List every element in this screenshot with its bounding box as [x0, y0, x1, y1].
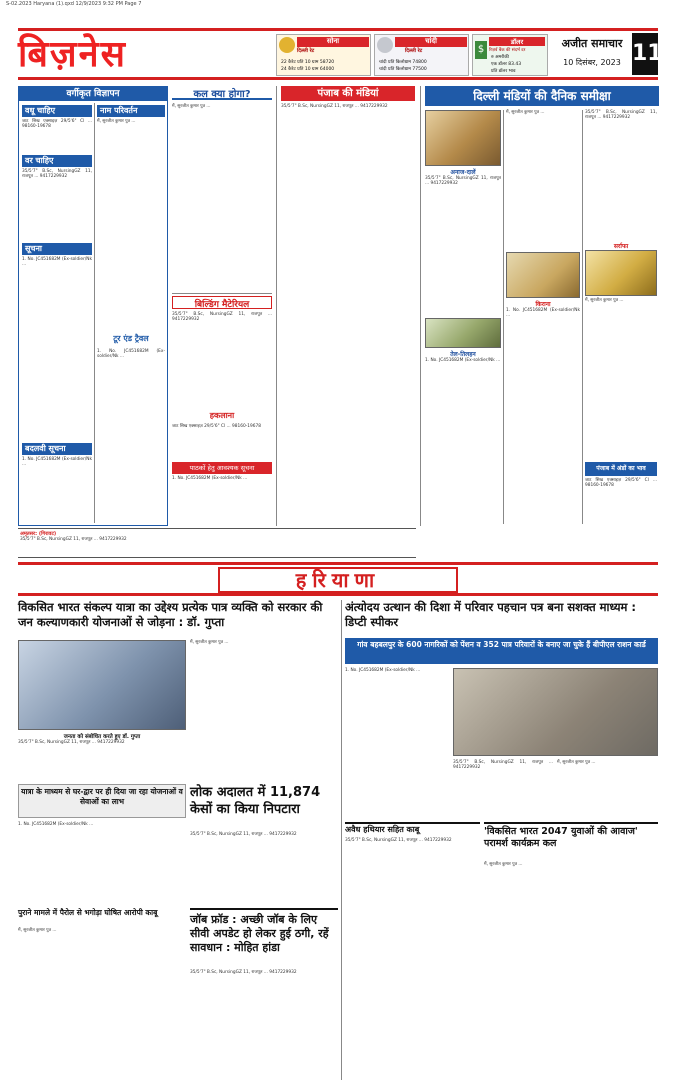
kirana-body: 1. No. JC451682M (Ex-soldier/Nk ...: [506, 308, 580, 319]
story1-headline: विकसित भारत संकल्प यात्रा का उद्देश्य प्रत्येक पात्र व्यक्ति को सरकार की जन कल्याणकारी योजनाओं से जोड़ना : डॉ. गुप्ता: [18, 600, 323, 629]
gold-line-2: 24 कैरेट प्रति 10 ग्राम 64000: [281, 67, 335, 72]
gold-coin-icon: [279, 37, 295, 53]
paper-name: अजीत समाचार: [561, 37, 623, 50]
story4-headline-box: [18, 784, 186, 818]
page-number: 11: [632, 33, 658, 75]
story6-headline: पुराने मामले में पैरोल से भगोड़ा घोषित आरोपी काबू: [18, 908, 158, 917]
punjab-mandi-body: 35/5'7" B.Sc, NursingGZ 11, राजपूत ... 9417229932: [281, 104, 388, 109]
story8-headline-box: [484, 822, 658, 860]
story5-headline: जॉब फ्रॉड : अच्छी जॉब के लिए सीवी अपडेट हो लेकर हुई ठगी, रहें सावधान : मोहित हांडा: [190, 913, 329, 954]
bullion-body: मैं, सुरजीत कुमार पुत्र ...: [585, 298, 624, 303]
name-change-heading: नाम परिवर्तन: [97, 105, 165, 117]
gold-rate-box: [276, 34, 371, 76]
silver-coin-icon: [377, 37, 393, 53]
haryana-band: [18, 562, 658, 596]
dollar-rate-box: [472, 34, 548, 76]
gold-label: सोना: [297, 37, 369, 47]
story7-body: 35/5'7" B.Sc, NursingGZ 11, राजपूत ... 9417229932: [345, 838, 452, 843]
oilseed-photo: [425, 318, 501, 348]
what-tomorrow-title: कल क्या होगा?: [172, 86, 272, 100]
classifieds-column: [18, 86, 168, 526]
story1-caption: जनता को संबोधित करते हुए डॉ. गुप्ता: [63, 734, 141, 740]
dollar-label: डॉलर: [489, 37, 545, 46]
delhi-right-body: 35/5'7" B.Sc, NursingGZ 11, राजपूत ... 9417229932: [585, 110, 657, 121]
bride-wanted-heading: वधू चाहिए: [22, 105, 92, 117]
story1-body-b: मैं, सुरजीत कुमार पुत्र ...: [190, 640, 229, 645]
tour-travel-text: 1. No. JC451682M (Ex-soldier/Nk ...: [97, 349, 165, 360]
grains-photo: [425, 110, 501, 166]
story1-photo: [18, 640, 186, 730]
story3-headline-box: [190, 784, 338, 830]
punjab-mandi-title: पंजाब की मंडियां: [281, 86, 415, 101]
classifieds-header: वर्गीकृत विज्ञापन: [19, 87, 167, 101]
tour-travel-heading: टूर एंड ट्रैवल: [113, 334, 149, 343]
story2-body-b: 35/5'7" B.Sc, NursingGZ 11, राजपूत ... 9417229932: [453, 760, 553, 771]
edition-date: 10 दिसंबर, 2023: [563, 58, 621, 67]
delhi-mandi-title: दिल्ली मंडियों की दैनिक समीक्षा: [425, 86, 659, 106]
story6-body: मैं, सुरजीत कुमार पुत्र ...: [18, 928, 57, 933]
story2-headline: अंत्योदय उत्थान की दिशा में परिवार पहचान पत्र बना सशक्त माध्यम : डिप्टी स्पीकर: [345, 600, 636, 629]
groom-wanted-text: 35/5'7" B.Sc, NursingGZ 11, राजपूत ... 9417229932: [22, 169, 92, 180]
commodity-strip-label: अमृतसर: (गिरावट): [20, 531, 57, 537]
haryana-title: हरियाणा: [218, 567, 458, 593]
address-change-heading: बदलवी सूचना: [22, 443, 92, 455]
oilseed-body: 1. No. JC451682M (Ex-soldier/Nk ...: [425, 358, 501, 363]
story1-body-a: 35/5'7" B.Sc, NursingGZ 11, राजपूत ... 9417229932: [18, 740, 125, 745]
story1-headline-box: [18, 600, 338, 634]
gold-line-1: 22 कैरेट प्रति 10 ग्राम 58720: [281, 60, 335, 65]
story5-headline-box: [190, 908, 338, 968]
dollar-icon: $: [475, 41, 487, 59]
story7-headline: अवैध हथियार सहित काबू: [345, 825, 420, 834]
story8-headline: 'विकसित भारत 2047 युवाओं की आवाज' परामर्श कार्यक्रम कल: [484, 826, 638, 849]
commodity-strip-body: 35/5'7" B.Sc, NursingGZ 11, राजपूत ... 9417229932: [20, 537, 127, 542]
silver-sub: दिल्ली रेट: [405, 48, 423, 54]
story4-headline: यात्रा के माध्यम से घर-द्वार पर ही दिया जा रहा योजनाओं व सेवाओं का लाभ: [21, 787, 183, 806]
dollar-sub: रिज़र्व बैंक की संदर्भ दर: [489, 48, 526, 53]
commodity-strip: [18, 528, 416, 558]
readers-notice-body: 1. No. JC451682M (Ex-soldier/Nk ...: [172, 476, 248, 481]
egg-rate-title: पंजाब में अंडों का भाव: [585, 462, 657, 476]
ply-body: जाट सिख एक्साइज़ 29/5'6" Cl ... 98160-19678: [172, 424, 261, 429]
readers-notice-title: पाठकों हेतु आवश्यक सूचना: [172, 462, 272, 474]
print-slug: S-02.2023 Haryana (1).qxd 12/9/2023 9:32 PM Page 7: [6, 1, 142, 7]
commodity-column: [172, 86, 272, 526]
masthead: [18, 28, 663, 80]
name-change-text: मैं, सुरजीत कुमार पुत्र ...: [97, 119, 136, 124]
story2-headline-box: [345, 600, 658, 636]
address-change-text: 1. No. JC451682M (Ex-soldier/Nk ...: [22, 457, 92, 468]
dollar-line-3: प्रति डॉलर भाव: [491, 69, 516, 74]
bride-wanted-text: जाट सिख एक्साइज़ 29/5'6" Cl ... 98160-19678: [22, 119, 92, 130]
page-title: बिज़नेस: [18, 33, 127, 75]
gold-bars-photo: [585, 250, 657, 296]
egg-rate-body: जाट सिख एक्साइज़ 29/5'6" Cl ... 98160-19678: [585, 478, 657, 489]
ply-title: हकलाना: [209, 411, 235, 420]
story2-kicker: गांव बहबलपुर के 600 नागरिकों को पेंशन व 352 पात्र परिवारों के बनाए जा चुके हैं बीपीएल राशन कार्ड: [357, 640, 646, 649]
building-material-title: बिल्डिंग मैटेरियल: [172, 296, 272, 309]
dollar-line-1: रु अमरीकी: [491, 55, 509, 60]
masthead-title-box: [18, 31, 268, 77]
story6-headline-box: [18, 908, 186, 926]
story8-body: मैं, सुरजीत कुमार पुत्र ...: [484, 862, 523, 867]
silver-line-2: चांदी प्रति किलोग्राम 77500: [379, 67, 427, 72]
story2-photo: [453, 668, 658, 756]
story2-kicker-box: [345, 638, 658, 664]
story3-body: 35/5'7" B.Sc, NursingGZ 11, राजपूत ... 9417229932: [190, 832, 297, 837]
kirana-label: किराना: [535, 301, 551, 308]
what-tomorrow-body: मैं, सुरजीत कुमार पुत्र ...: [172, 104, 272, 294]
story5-body: 35/5'7" B.Sc, NursingGZ 11, राजपूत ... 9417229932: [190, 970, 297, 975]
grains-body: 35/5'7" B.Sc, NursingGZ 11, राजपूत ... 9417229932: [425, 176, 501, 187]
groom-wanted-heading: वर चाहिए: [22, 155, 92, 167]
notice-heading: सूचना: [22, 243, 92, 255]
grains-label: अनाज-दालें: [450, 169, 476, 176]
silver-line-1: चांदी प्रति किलोग्राम 74800: [379, 60, 427, 65]
story4-body: 1. No. JC451682M (Ex-soldier/Nk ...: [18, 822, 94, 827]
gold-sub: दिल्ली रेट: [297, 48, 315, 54]
story2-body-a: 1. No. JC451682M (Ex-soldier/Nk ...: [345, 668, 421, 673]
spices-photo: [506, 252, 580, 298]
punjab-mandi-column: [276, 86, 416, 526]
story2-body-c: मैं, सुरजीत कुमार पुत्र ...: [557, 760, 596, 765]
oilseed-label: तेल-तिलहन: [450, 351, 476, 358]
delhi-mid-body: मैं, सुरजीत कुमार पुत्र ...: [506, 110, 545, 115]
notice-text: 1. No. JC451682M (Ex-soldier/Nk ...: [22, 257, 92, 268]
story3-headline: लोक अदालत में 11,874 केसों का किया निपटारा: [190, 785, 321, 817]
delhi-mandi-section: [420, 86, 658, 526]
dollar-line-2: एक डॉलर 83.43: [491, 62, 522, 67]
bullion-label: सर्राफा: [613, 243, 629, 250]
silver-label: चांदी: [395, 37, 467, 47]
silver-rate-box: [374, 34, 469, 76]
story7-headline-box: [345, 822, 480, 836]
building-material-body: 35/5'7" B.Sc, NursingGZ 11, राजपूत ... 9417229932: [172, 312, 272, 323]
